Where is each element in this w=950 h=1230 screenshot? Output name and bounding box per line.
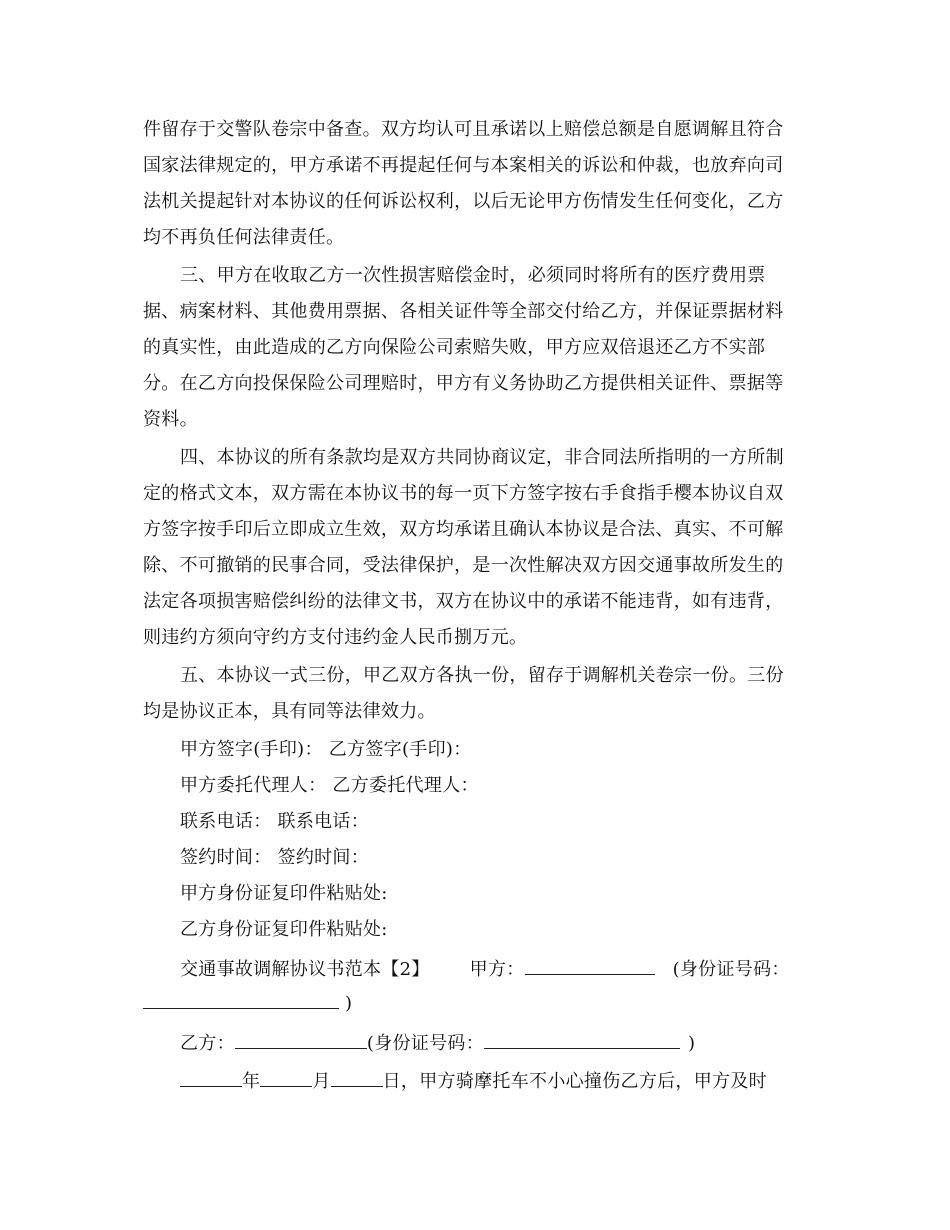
year-blank [180,1068,242,1087]
party-a-name-blank [525,956,655,975]
paragraph-5-line-1: 五、本协议一式三份，甲乙双方各执一份，留存于调解机关卷宗一份。三份 [180,665,784,686]
paragraph-4-line-6: 则违约方须向守约方支付违约金人民币捌万元。 [143,627,528,648]
paragraph-1-line-1: 件留存于交警队卷宗中备查。双方均认可且承诺以上赔偿总额是自愿调解且符合 [143,119,784,140]
party-b-label: 乙方： [180,1033,235,1054]
party-a-id-line [143,990,352,1016]
party-b-id-close: ) [688,1033,696,1054]
party-b-id-blank [484,1030,680,1049]
month-label: 月 [312,1071,331,1092]
agent-line: 甲方委托代理人： 乙方委托代理人： [180,775,479,796]
date-line: 签约时间： 签约时间： [180,847,370,868]
party-a-id-label: (身份证号码： [672,959,790,980]
id-copy-b-line: 乙方身份证复印件粘贴处: [180,919,388,940]
phone-line: 联系电话： 联系电话： [180,811,370,832]
paragraph-3-line-5: 资料。 [143,409,198,430]
day-blank [331,1068,383,1087]
paragraph-3-line-4: 分。在乙方向投保保险公司理赔时，甲方有义务协助乙方提供相关证件、票据等 [143,373,784,394]
month-blank [260,1068,312,1087]
party-a-label: 甲方： [469,959,525,980]
paragraph-3-line-1: 三、甲方在收取乙方一次性损害赔偿金时，必须同时将所有的医疗费用票 [180,265,766,286]
sample2-header-line [180,956,790,982]
sample2-title: 交通事故调解协议书范本【2】 [180,959,430,980]
signature-line: 甲方签字(手印)： 乙方签字(手印)： [180,739,472,760]
party-b-name-blank [235,1030,367,1049]
paragraph-3-line-2: 据、病案材料、其他费用票据、各相关证件等全部交付给乙方，并保证票据材料 [143,301,784,322]
paragraph-4-line-5: 法定各项损害赔偿纠纷的法律文书，双方在协议中的承诺不能违背，如有违背， [143,591,784,612]
paragraph-4-line-2: 定的格式文本，双方需在本协议书的每一页下方签字按右手食指手樱本协议自双 [143,483,784,504]
incident-date-line [180,1068,767,1094]
year-label: 年 [242,1071,261,1092]
paragraph-5-line-2: 均是协议正本，具有同等法律效力。 [143,701,436,722]
paragraph-1-line-2: 国家法律规定的，甲方承诺不再提起任何与本案相关的诉讼和仲裁，也放弃向司 [143,155,784,176]
id-copy-a-line: 甲方身份证复印件粘贴处: [180,883,388,904]
day-text: 日，甲方骑摩托车不小心撞伤乙方后，甲方及时 [382,1071,767,1092]
party-b-id-label: (身份证号码： [366,1033,485,1054]
paragraph-1-line-3: 法机关提起针对本协议的任何诉讼权利，以后无论甲方伤情发生任何变化，乙方 [143,191,784,212]
paragraph-4-line-3: 方签字按手印后立即成立生效，双方均承诺且确认本协议是合法、真实、不可解 [143,519,784,540]
party-a-id-close: ) [345,993,353,1014]
party-b-line [180,1030,695,1056]
paragraph-4-line-1: 四、本协议的所有条款均是双方共同协商议定，非合同法所指明的一方所制 [180,447,784,468]
paragraph-4-line-4: 除、不可撤销的民事合同，受法律保护，是一次性解决双方因交通事故所发生的 [143,555,784,576]
party-a-id-blank [143,990,339,1009]
paragraph-3-line-3: 的真实性，由此造成的乙方向保险公司索赔失败，甲方应双倍退还乙方不实部 [143,337,766,358]
paragraph-1-line-4: 均不再负任何法律责任。 [143,227,345,248]
